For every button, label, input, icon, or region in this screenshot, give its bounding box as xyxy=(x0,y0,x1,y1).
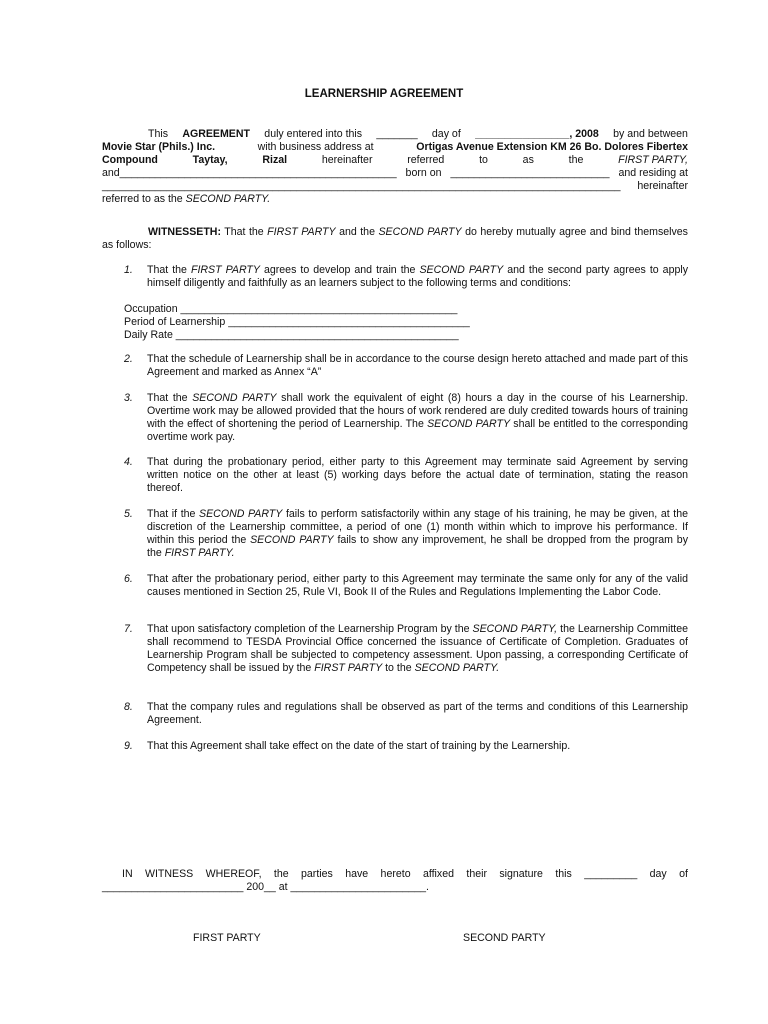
daily-rate-field: Daily Rate ________________________________________________ xyxy=(124,329,459,341)
intro-line-1 xyxy=(102,128,688,141)
clause-text: That the xyxy=(147,264,187,276)
intro-line-6 xyxy=(102,193,688,206)
witness-word: their xyxy=(466,868,487,880)
intro-paragraph xyxy=(102,128,688,206)
first-party-term: FIRST PARTY, xyxy=(618,154,688,166)
item-number: 1. xyxy=(124,264,133,276)
clause-text: That if the xyxy=(147,508,196,520)
intro-word: as xyxy=(522,154,534,166)
clause-text: the Learnership Committee shall recommend to TESDA Provincial Office concerned the issuance of Certificate of Completion. Graduates of Learnership Program shall be subjected to competency assessment. Upon passing, a corresponding Certificate of Competency shall be issued by the xyxy=(147,623,688,674)
witness-line-1 xyxy=(102,868,688,881)
witness-word: day xyxy=(649,868,667,880)
item-number: 5. xyxy=(124,508,133,520)
company-name: Movie Star (Phils.) Inc. xyxy=(102,141,216,153)
witnesseth-text: and the xyxy=(339,226,375,238)
blank-name: and_______________________________________________ xyxy=(102,167,397,179)
intro-line-2 xyxy=(102,141,688,154)
clause-text: to the xyxy=(385,662,412,674)
witnesseth-text: do hereby mutually agree and bind themselves as follows: xyxy=(102,226,688,251)
first-party-term: FIRST PARTY xyxy=(267,226,336,238)
clause-7 xyxy=(147,623,688,675)
clause-2: That the schedule of Learnership shall be in accordance to the course design hereto attached and made part of this Agreement and marked as Annex “A” xyxy=(147,353,688,378)
intro-word: This xyxy=(148,128,169,140)
blank-day: _______ xyxy=(376,128,418,140)
intro-text: with business address at xyxy=(257,141,374,153)
clause-text: fails to show any improvement, he shall be dropped from the program by the xyxy=(147,534,688,559)
second-party-term: SECOND PARTY xyxy=(192,392,277,404)
clause-text: That upon satisfactory completion of the Learnership Program by the xyxy=(147,623,470,635)
clause-9: That this Agreement shall take effect on the date of the start of training by the Learnership. xyxy=(147,740,571,752)
intro-text: day of xyxy=(431,128,461,140)
witnesseth-text: That the xyxy=(224,226,264,238)
witness-word: hereto xyxy=(380,868,411,880)
clause-text: That the xyxy=(147,392,188,404)
witnesseth-paragraph xyxy=(102,226,688,252)
occupation-field: Occupation _______________________________________________ xyxy=(124,303,458,315)
clause-text: fails to perform satisfactorily within any stage of his training, he may be given, at the discretion of the Learnership committee, a period of one (1) month within which to improve his performance. If within this period the xyxy=(147,508,688,546)
witness-word: parties xyxy=(301,868,333,880)
witness-word: have xyxy=(345,868,369,880)
item-number: 8. xyxy=(124,701,133,713)
second-party-term: SECOND PARTY xyxy=(378,226,462,238)
intro-text: duly entered into this xyxy=(264,128,363,140)
second-party-term: SECOND PARTY xyxy=(199,508,283,520)
intro-line-5 xyxy=(102,180,688,193)
clause-text: agrees to develop and train the xyxy=(263,264,416,276)
intro-line-3 xyxy=(102,154,688,167)
clause-1 xyxy=(147,264,688,290)
blank-signature-day: _________ xyxy=(584,868,638,880)
clause-4: That during the probationary period, either party to this Agreement may terminate said Agreement by serving written notice on the other at least (5) working days before the actual date of termination, stating the reason thereof. xyxy=(147,456,688,494)
witnesseth-label: WITNESSETH: xyxy=(148,226,221,238)
document-title: LEARNERSHIP AGREEMENT xyxy=(304,88,464,100)
company-address: Compound xyxy=(102,154,158,166)
clause-text: and the second party agrees to apply himself diligently and faithfully as an learners subject to the following terms and conditions: xyxy=(147,264,689,289)
company-address: Ortigas Avenue Extension KM 26 Bo. Dolores Fibertex xyxy=(416,141,688,153)
intro-word: to xyxy=(479,154,488,166)
clause-8: That the company rules and regulations shall be observed as part of the terms and conditions of this Learnership Agreement. xyxy=(147,701,688,726)
item-number: 4. xyxy=(124,456,133,468)
second-party-term: SECOND PARTY. xyxy=(185,193,271,205)
clause-text: shall work the equivalent of eight (8) hours a day in the course of his Learnership. Overtime work may be allowed provided that the hours of work rendered are duly credited towards hours of training with the effect of shortening the period of Learnership. The xyxy=(147,392,689,430)
first-party-term: FIRST PARTY. xyxy=(164,547,235,559)
intro-word: hereinafter xyxy=(321,154,373,166)
intro-text: and residing at xyxy=(618,167,688,179)
second-party-term: SECOND PARTY, xyxy=(472,623,558,635)
blank-month: ________________, xyxy=(475,128,573,140)
company-address: Rizal xyxy=(262,154,288,166)
intro-text: by and between xyxy=(613,128,688,140)
witness-line-2: ________________________ 200__ at _______________________. xyxy=(102,881,429,893)
intro-word: the xyxy=(568,154,584,166)
first-party-term: FIRST PARTY xyxy=(314,662,383,674)
witness-word: WHEREOF, xyxy=(205,868,262,880)
witness-paragraph xyxy=(102,868,688,894)
agreement-year: 2008 xyxy=(575,128,599,140)
clause-text: shall be entitled to the corresponding overtime work pay. xyxy=(147,418,688,443)
intro-word: referred xyxy=(407,154,445,166)
second-party-term: SECOND PARTY. xyxy=(414,662,500,674)
blank-address: ________________________________________________________________________________________ xyxy=(102,180,621,192)
witness-word: WITNESS xyxy=(144,868,194,880)
second-party-term: SECOND PARTY xyxy=(250,534,334,546)
second-party-term: SECOND PARTY xyxy=(419,264,504,276)
first-party-signature-label: FIRST PARTY xyxy=(193,932,261,944)
item-number: 9. xyxy=(124,740,133,752)
intro-text: referred to as the xyxy=(102,193,183,205)
item-number: 2. xyxy=(124,353,133,365)
second-party-term: SECOND PARTY xyxy=(427,418,511,430)
period-field: Period of Learnership _________________________________________ xyxy=(124,316,470,328)
witness-word: of xyxy=(679,868,688,880)
company-address: Taytay, xyxy=(192,154,228,166)
item-number: 6. xyxy=(124,573,133,585)
clause-3 xyxy=(147,392,688,444)
witness-word: the xyxy=(273,868,289,880)
blank-birthdate: ___________________________ xyxy=(450,167,610,179)
witness-word: signature xyxy=(499,868,543,880)
clause-6: That after the probationary period, either party to this Agreement may terminate the same only for any of the valid causes mentioned in Section 25, Rule VI, Book II of the Rules and Regulations Implementing the Labor Code. xyxy=(147,573,688,598)
item-number: 3. xyxy=(124,392,133,404)
intro-line-4 xyxy=(102,167,688,180)
agreement-term: AGREEMENT xyxy=(182,128,250,140)
second-party-signature-label: SECOND PARTY xyxy=(463,932,546,944)
witness-word: IN xyxy=(122,868,133,880)
witness-word: this xyxy=(555,868,572,880)
intro-text: hereinafter xyxy=(637,180,688,192)
witness-word: affixed xyxy=(422,868,454,880)
intro-text: born on xyxy=(405,167,442,179)
item-number: 7. xyxy=(124,623,133,635)
first-party-term: FIRST PARTY xyxy=(190,264,260,276)
clause-5 xyxy=(147,508,688,560)
